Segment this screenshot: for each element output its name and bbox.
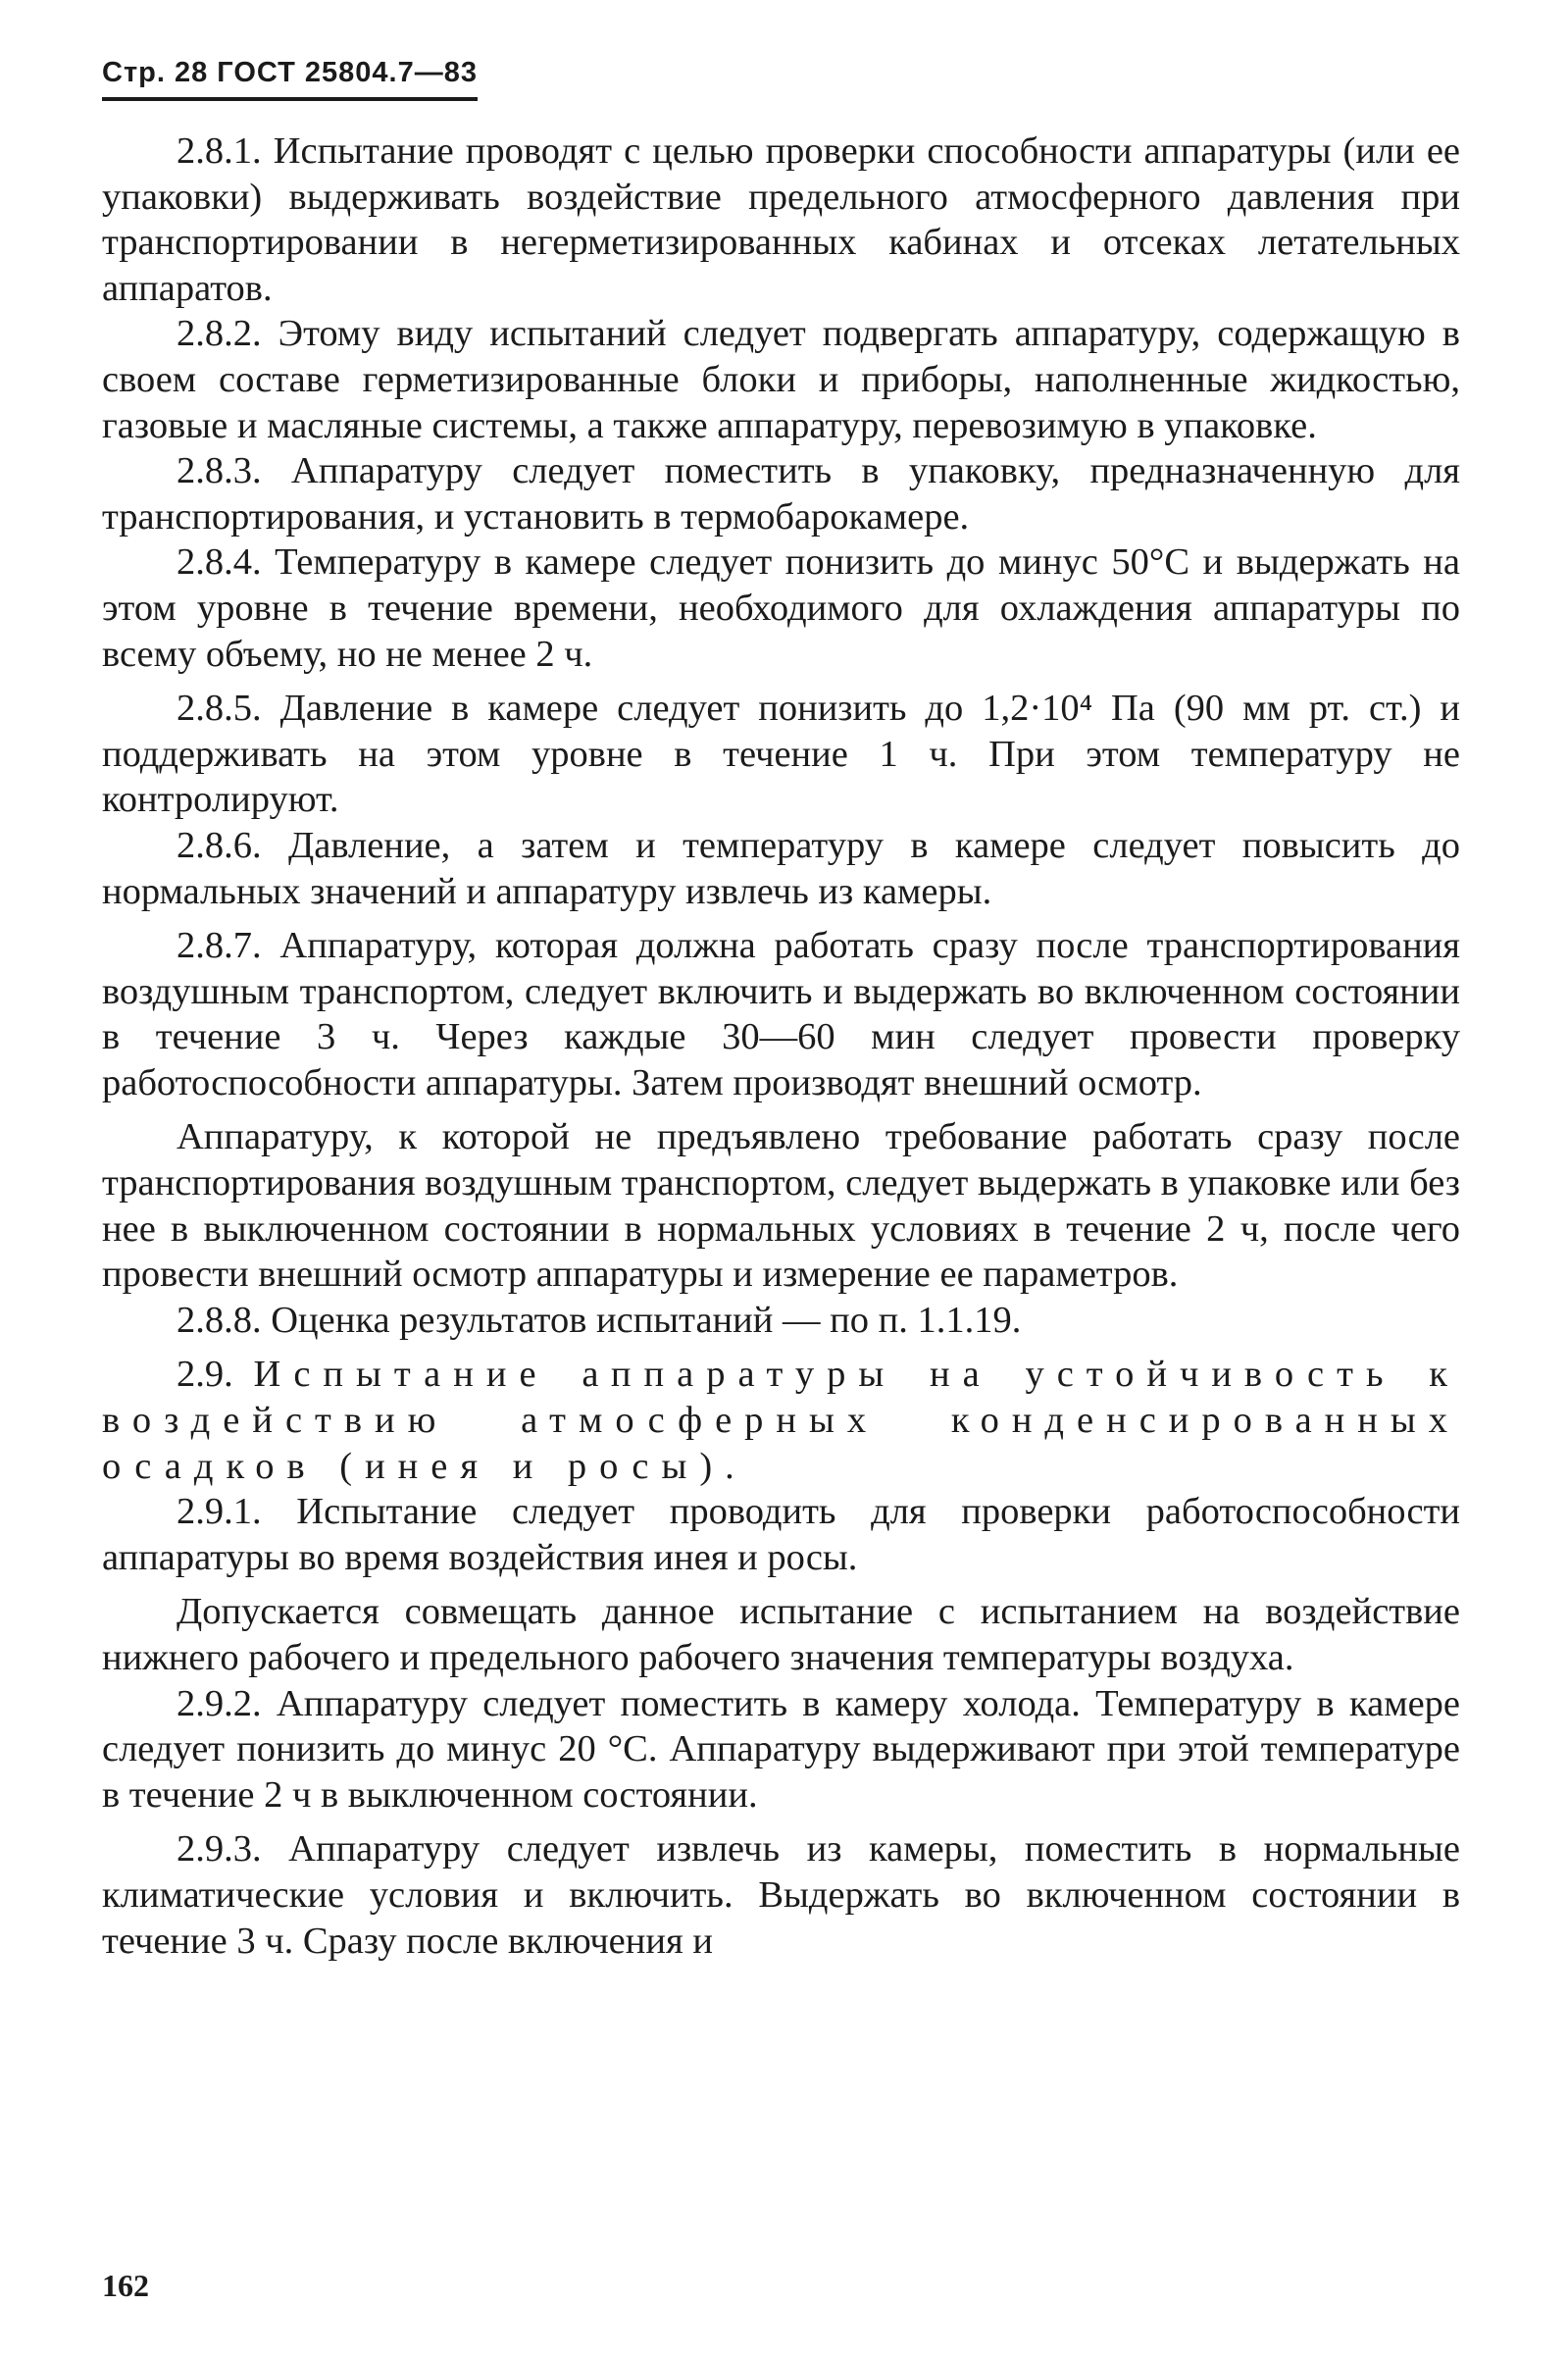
paragraph-2-8-4: 2.8.4. Температуру в камере следует понизить до минус 50°С и выдержать на этом уровне в течение времени, необходимого для охлаждения аппаратуры по всему объему, но не менее 2 ч. <box>102 541 1460 675</box>
paragraph-2-9-1-continued: Допускается совмещать данное испытание с испытанием на воздействие нижнего рабочего и предельного рабочего значения температуры воздуха. <box>102 1591 1460 1678</box>
paragraph-2-8-5: 2.8.5. Давление в камере следует понизить до 1,2·10⁴ Па (90 мм рт. ст.) и поддерживать на этом уровне в течение 1 ч. При этом температуру не контролируют. <box>102 688 1460 821</box>
section-heading-2-9 <box>102 1352 1460 1489</box>
paragraph-2-8-7-continued: Аппаратуру, к которой не предъявлено требование работать сразу после транспортирования воздушным транспортом, следует выдержать в упаковке или без нее в выключенном состоянии в нормальных условиях в течение 2 ч, после чего провести внешний осмотр аппаратуры и измерение ее параметров. <box>102 1116 1460 1296</box>
paragraph-2-9-2 <box>102 1681 1460 1819</box>
running-head: Стр. 28 ГОСТ 25804.7—83 <box>102 57 478 101</box>
section-number: 2.9. <box>177 1354 233 1396</box>
paragraph-number: 2.9.2. <box>177 1682 262 1724</box>
section-title: Испытание аппаратуры на устойчивость к воздействию атмосферных конденсированных осадков (инея и росы). <box>102 1354 1460 1487</box>
paragraph-2-8-3: 2.8.3. Аппаратуру следует поместить в упаковку, предназначенную для транспортирования, и установить в термобарокамере. <box>102 450 1460 538</box>
document-page <box>102 57 1460 1964</box>
paragraph-2-9-1: 2.9.1. Испытание следует проводить для проверки работоспособности аппаратуры во время воздействия инея и росы. <box>102 1491 1460 1578</box>
paragraph-2-9-3: 2.9.3. Аппаратуру следует извлечь из камеры, поместить в нормальные климатические условия и включить. Выдержать во включенном состоянии в течение 3 ч. Сразу после включения и <box>102 1828 1460 1962</box>
paragraph-2-8-7: 2.8.7. Аппаратуру, которая должна работать сразу после транспортирования воздушным транспортом, следует включить и выдержать во включенном состоянии в течение 3 ч. Через каждые 30—60 мин следует провести проверку работоспособности аппаратуры. Затем производят внешний осмотр. <box>102 925 1460 1103</box>
paragraph-2-8-8: 2.8.8. Оценка результатов испытаний — по п. 1.1.19. <box>177 1299 1022 1341</box>
paragraph-text: Аппаратуру следует поместить в камеру холода. Температуру в камере следует понизить до минус 20 °С. Аппаратуру выдерживают при этой температуре в течение 2 ч в выключенном состоянии. <box>102 1682 1460 1816</box>
page-number: 162 <box>102 2268 149 2303</box>
document-body <box>102 128 1460 1964</box>
paragraph-2-8-1: 2.8.1. Испытание проводят с целью проверки способности аппаратуры (или ее упаковки) выдерживать воздействие предельного атмосферного давления при транспортировании в негерметизированных кабинах и отсеках летательных аппаратов. <box>102 130 1460 309</box>
paragraph-2-8-6: 2.8.6. Давление, а затем и температуру в камере следует повысить до нормальных значений и аппаратуру извлечь из камеры. <box>102 824 1460 912</box>
paragraph-2-8-2: 2.8.2. Этому виду испытаний следует подвергать аппаратуру, содержащую в своем составе герметизированные блоки и приборы, наполненные жидкостью, газовые и масляные системы, а также аппаратуру, перевозимую в упаковке. <box>102 313 1460 446</box>
